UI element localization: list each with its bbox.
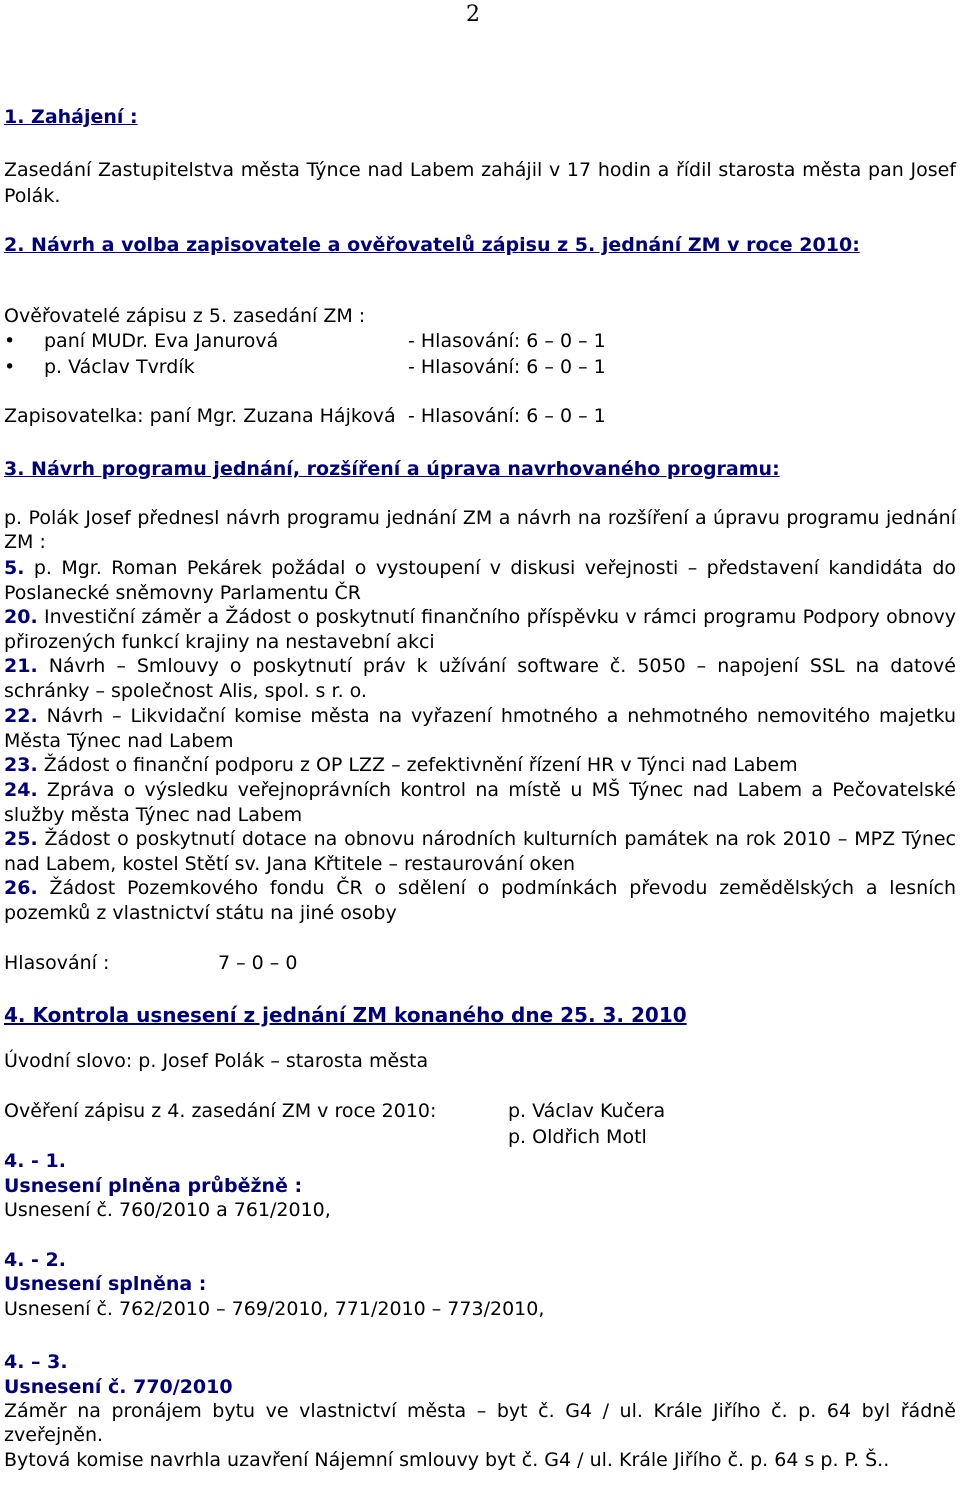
verification-row-2 xyxy=(4,1126,804,1150)
program-item-text: Investiční záměr a Žádost o poskytnutí finančního příspěvku v rámci programu Podpory obnovy přirozených funkcí krajiny na nestavební akci xyxy=(4,606,956,653)
verifier-row-2 xyxy=(4,356,704,380)
program-item-number: 26. xyxy=(4,877,38,899)
sub-1-title: Usnesení plněna průběžně : xyxy=(4,1175,303,1197)
program-item xyxy=(4,778,956,827)
section-4-intro: Úvodní slovo: p. Josef Polák – starosta města xyxy=(4,1050,429,1072)
sub-2-text: Usnesení č. 762/2010 – 769/2010, 771/2010 – 773/2010, xyxy=(4,1298,545,1320)
bullet-icon: • xyxy=(4,330,16,352)
section-2-heading: 2. Návrh a volba zapisovatele a ověřovatelů zápisu z 5. jednání ZM v roce 2010: xyxy=(4,234,860,256)
recorder-row xyxy=(4,405,704,429)
program-item-text: Žádost o finanční podporu z OP LZZ – zefektivnění řízení HR v Týnci nad Labem xyxy=(43,754,798,776)
program-item-number: 20. xyxy=(4,606,38,628)
program-item-text: Žádost o poskytnutí dotace na obnovu národních kulturních památek na rok 2010 – MPZ Týnec nad Labem, kostel Stětí sv. Jana Křtitele – restaurování oken xyxy=(4,828,956,875)
program-item-number: 25. xyxy=(4,828,38,850)
program-item xyxy=(4,876,956,925)
program-item-text: Žádost Pozemkového fondu ČR o sdělení o podmínkách převodu zemědělských a lesních pozemků z vlastnictví státu na jiné osoby xyxy=(4,877,956,924)
vote-value: 7 – 0 – 0 xyxy=(218,952,298,974)
recorder-vote: - Hlasování: 6 – 0 – 1 xyxy=(408,405,606,427)
sub-3-number: 4. – 3. xyxy=(4,1351,68,1373)
program-item-number: 22. xyxy=(4,705,38,727)
recorder-label: Zapisovatelka: paní Mgr. Zuzana Hájková xyxy=(4,405,396,427)
program-item-text: Návrh – Likvidační komise města na vyřazení hmotného a nehmotného nemovitého majetku Města Týnec nad Labem xyxy=(4,705,956,752)
verifier-vote: - Hlasování: 6 – 0 – 1 xyxy=(408,356,606,378)
program-item xyxy=(4,753,956,778)
program-item xyxy=(4,827,956,876)
sub-3-paragraph-1: Záměr na pronájem bytu ve vlastnictví města – byt č. G4 / ul. Krále Jiřího č. p. 64 byl řádně zveřejněn. xyxy=(4,1400,956,1446)
verifier-name: p. Václav Tvrdík xyxy=(44,356,195,378)
section-4-heading: 4. Kontrola usnesení z jednání ZM konaného dne 25. 3. 2010 xyxy=(4,1003,687,1027)
section-3-heading: 3. Návrh programu jednání, rozšíření a úprava navrhovaného programu: xyxy=(4,458,780,480)
sub-3-title: Usnesení č. 770/2010 xyxy=(4,1376,233,1398)
page-number: 2 xyxy=(466,2,480,27)
program-item-text: Zpráva o výsledku veřejnoprávních kontrol na místě u MŠ Týnec nad Labem a Pečovatelské služby města Týnec nad Labem xyxy=(4,779,956,826)
program-item-number: 23. xyxy=(4,754,38,776)
section-1-text: Zasedání Zastupitelstva města Týnce nad Labem zahájil v 17 hodin a řídil starosta města pan Josef Polák. xyxy=(4,159,956,207)
program-vote-row xyxy=(4,952,404,976)
sub-3-paragraph-2: Bytová komise navrhla uzavření Nájemní smlouvy byt č. G4 / ul. Krále Jiřího č. p. 64 s p. P. Š.. xyxy=(4,1449,890,1471)
program-item xyxy=(4,556,956,605)
program-item-number: 24. xyxy=(4,779,38,801)
program-item-number: 21. xyxy=(4,655,38,677)
section-1-heading: 1. Zahájení : xyxy=(4,106,138,128)
verification-row xyxy=(4,1100,804,1124)
sub-1-text: Usnesení č. 760/2010 a 761/2010, xyxy=(4,1199,331,1221)
program-item xyxy=(4,704,956,753)
program-item-text: Návrh – Smlouvy o poskytnutí práv k užívání software č. 5050 – napojení SSL na datové schránky – společnost Alis, spol. s r. o. xyxy=(4,655,956,702)
sub-2-title: Usnesení splněna : xyxy=(4,1273,207,1295)
program-item xyxy=(4,605,956,654)
verification-name-1: p. Václav Kučera xyxy=(508,1100,666,1122)
verifier-row-1 xyxy=(4,330,704,354)
bullet-icon: • xyxy=(4,356,16,378)
program-item-number: 5. xyxy=(4,557,25,579)
verifier-name: paní MUDr. Eva Janurová xyxy=(44,330,279,352)
sub-2-number: 4. - 2. xyxy=(4,1249,66,1271)
program-item-text: p. Mgr. Roman Pekárek požádal o vystoupení v diskusi veřejnosti – představení kandidáta do Poslanecké sněmovny Parlamentu ČR xyxy=(4,557,957,604)
verification-label: Ověření zápisu z 4. zasedání ZM v roce 2010: xyxy=(4,1100,437,1122)
sub-1-number: 4. - 1. xyxy=(4,1150,66,1172)
vote-label: Hlasování : xyxy=(4,952,110,974)
verification-name-2: p. Oldřich Motl xyxy=(508,1126,647,1148)
verifier-vote: - Hlasování: 6 – 0 – 1 xyxy=(408,330,606,352)
program-item xyxy=(4,654,956,703)
section-3-intro: p. Polák Josef přednesl návrh programu jednání ZM a návrh na rozšíření a úpravu programu jednání ZM : xyxy=(4,507,956,553)
verifiers-intro: Ověřovatelé zápisu z 5. zasedání ZM : xyxy=(4,305,366,327)
